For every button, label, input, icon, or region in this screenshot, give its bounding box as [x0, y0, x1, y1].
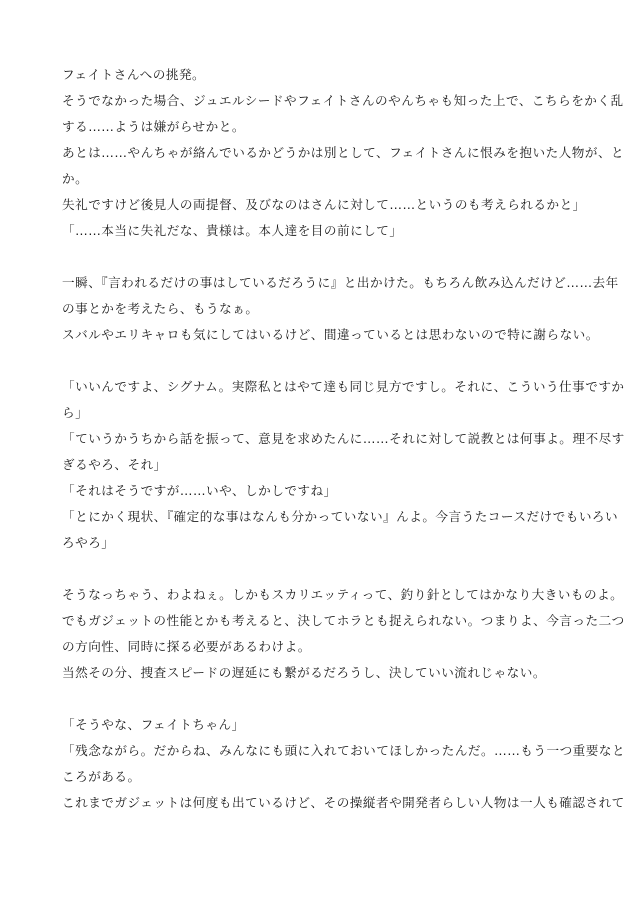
paragraph-gap — [62, 686, 582, 712]
text-line: か。 — [62, 171, 89, 186]
text-line: 「いいんですよ、シグナム。実際私とはやて達も同じ見方ですし。それに、こういう仕事ですか — [62, 379, 625, 394]
text-line: 「そうやな、フェイトちゃん」 — [62, 717, 245, 732]
text-line: 「ていうかうちから話を振って、意見を求めたんに……それに対して説教とは何事よ。理不尽す — [62, 431, 625, 446]
text-line: ころがある。 — [62, 769, 141, 784]
text-line: 一瞬、『言われるだけの事はしているだろうに』と出かけた。もちろん飲み込んだけど……去年 — [62, 275, 619, 290]
text-line: の方向性、同時に探る必要があるわけよ。 — [62, 639, 311, 654]
text-line: そうなっちゃう、わよねぇ。しかもスカリエッティって、釣り針としてはかなり大きいものよ。 — [62, 587, 624, 602]
text-line: 当然その分、捜査スピードの遅延にも繋がるだろうし、決していい流れじゃない。 — [62, 665, 546, 680]
text-line: ら」 — [62, 405, 89, 420]
text-line: 失礼ですけど後見人の両提督、及びなのはさんに対して……というのも考えられるかと」 — [62, 197, 586, 212]
text-line: 「それはそうですが……いや、しかしですね」 — [62, 483, 337, 498]
text-line: の事とかを考えたら、もうなぁ。 — [62, 301, 259, 316]
text-line: ぎるやろ、それ」 — [62, 457, 167, 472]
text-line: でもガジェットの性能とかも考えると、決してホラとも捉えられない。つまりよ、今言った二つ — [62, 613, 625, 628]
text-line: 「残念ながら。だからね、みんなにも頭に入れておいてほしかったんだ。……もう一つ重要なと — [62, 743, 626, 758]
text-line: 「……本当に失礼だな、貴様は。本人達を目の前にして」 — [62, 223, 403, 238]
text-line: あとは……やんちゃが絡んでいるかどうかは別として、フェイトさんに恨みを抱いた人物が、と — [62, 145, 625, 160]
text-line: スバルやエリキャロも気にしてはいるけど、間違っているとは思わないので特に謝らない。 — [62, 327, 599, 342]
paragraph-gap — [62, 244, 582, 270]
text-line: ろやろ」 — [62, 535, 115, 550]
text-line: フェイトさんへの挑発。 — [62, 67, 206, 82]
paragraph-gap — [62, 556, 582, 582]
paragraph-gap — [62, 348, 582, 374]
novel-body-text — [62, 62, 626, 816]
text-line: する……ようは嫌がらせかと。 — [62, 119, 245, 134]
text-line: そうでなかった場合、ジュエルシードやフェイトさんのやんちゃも知った上で、こちらをかく乱 — [62, 93, 624, 108]
text-line: これまでガジェットは何度も出ているけど、その操縦者や開発者らしい人物は一人も確認されて — [62, 795, 625, 810]
text-line: 「とにかく現状、『確定的な事はなんも分かっていない』んよ。今言うたコースだけでもいろい — [62, 509, 619, 524]
